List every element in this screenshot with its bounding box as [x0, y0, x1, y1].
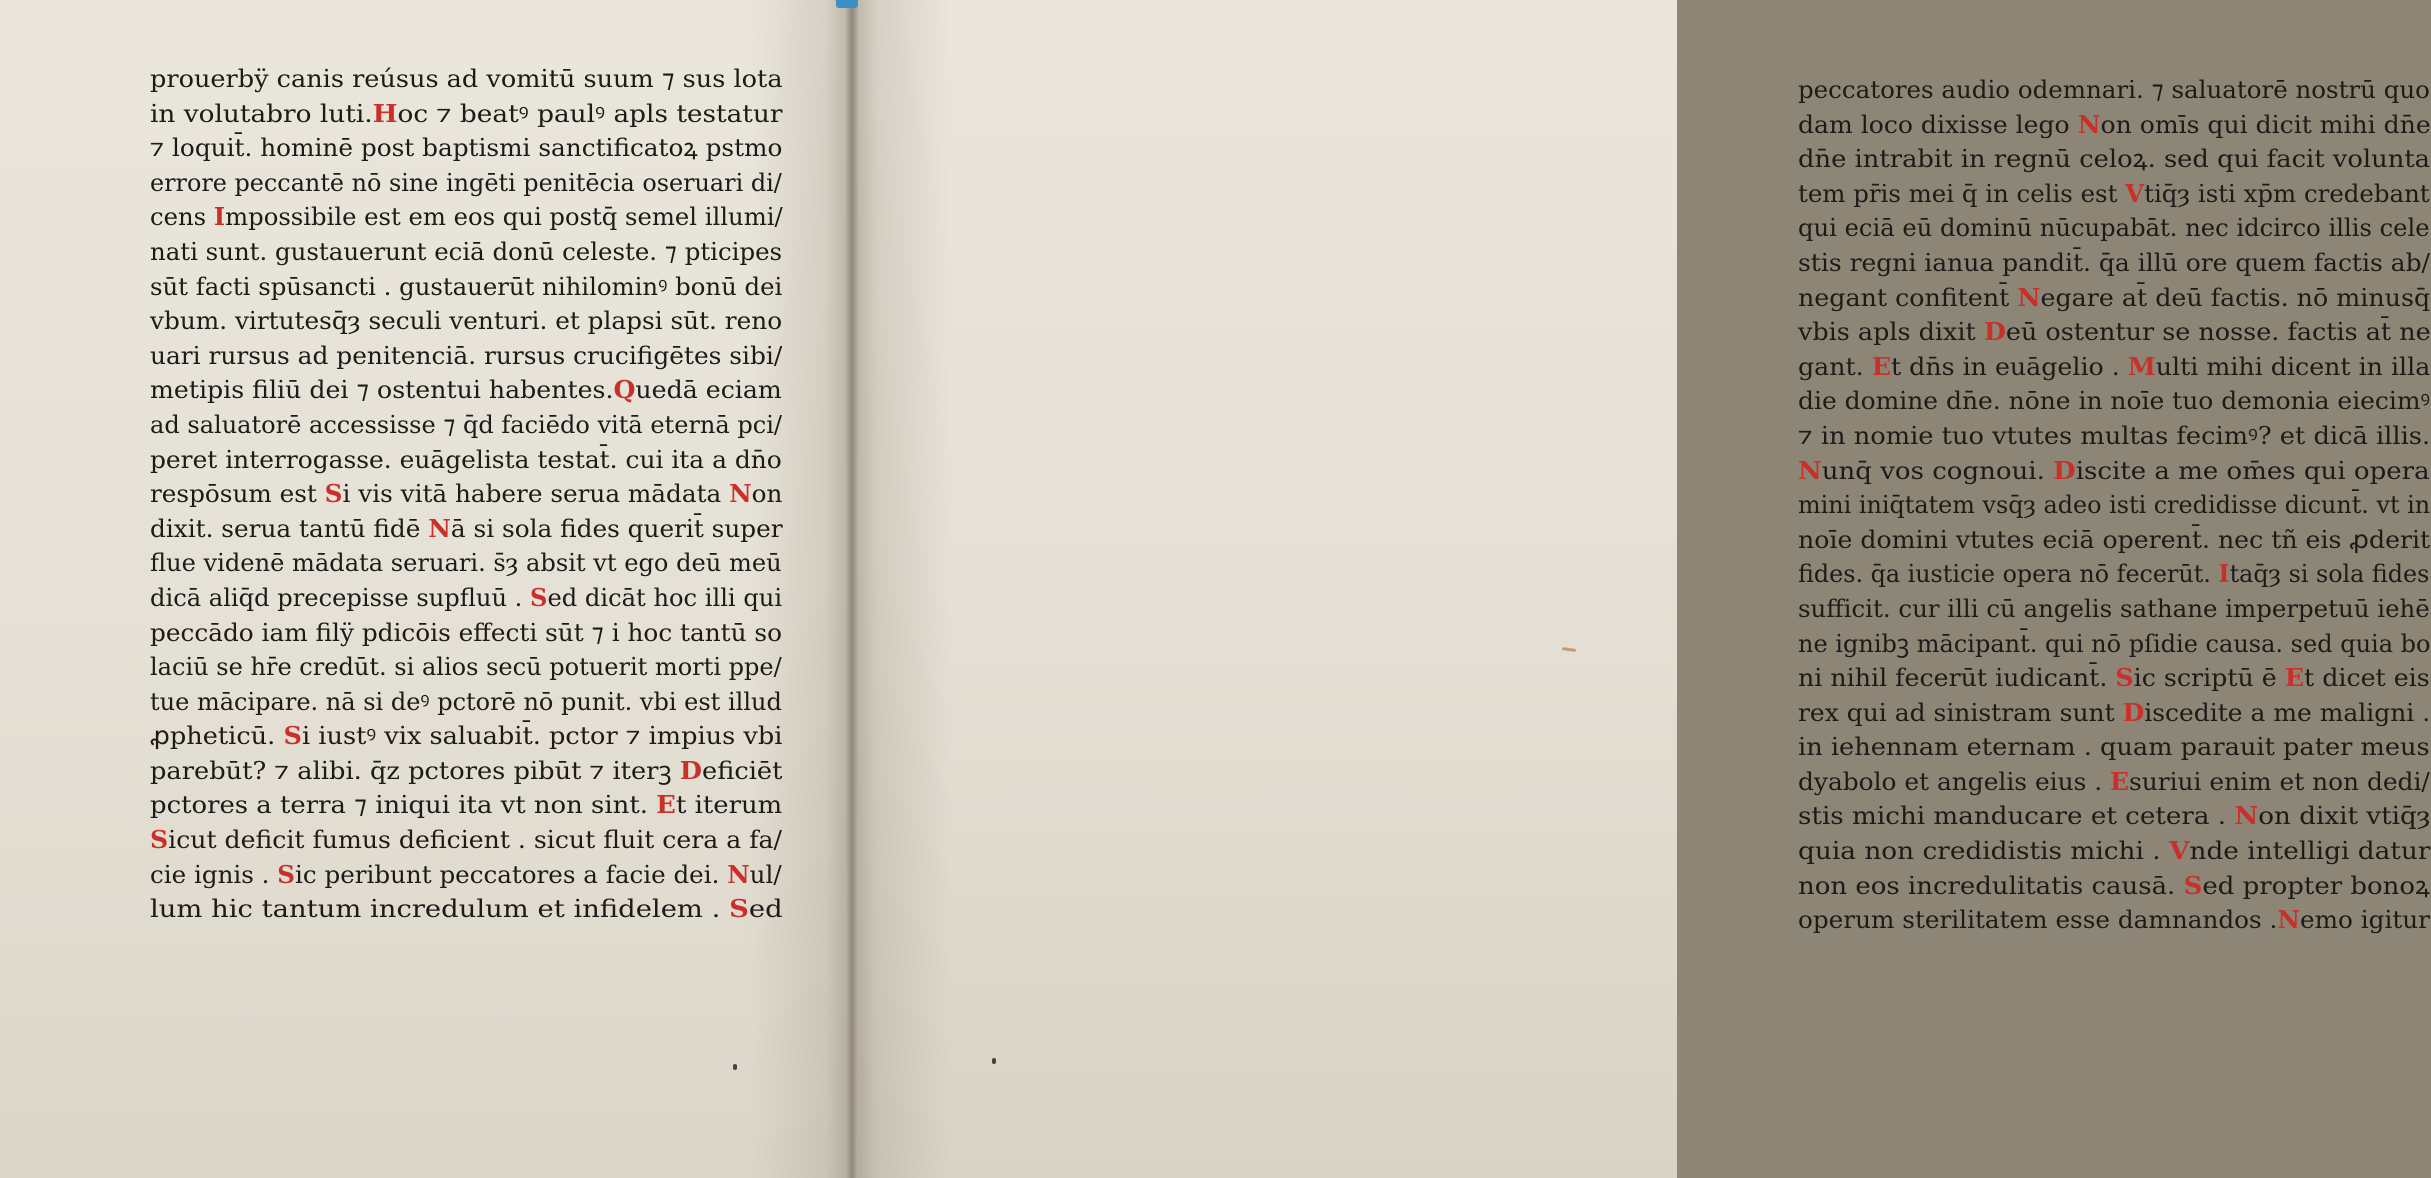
- text-line: [150, 788, 782, 823]
- text-segment: parebūt? ⁊ alibi. q̄z pctores pibūt ⁊ iterꝫ: [150, 755, 680, 785]
- text-segment: in volutabro luti.: [150, 98, 373, 128]
- text-segment: ad saluatorē accessisse ⁊ q̄d faciēdo vitā eternā pci/: [150, 409, 783, 439]
- rubricated-initial: D: [1983, 317, 2006, 347]
- text-line: [1798, 834, 2430, 869]
- text-line: [150, 546, 782, 581]
- text-line: [150, 408, 782, 443]
- text-segment: ā si sola fides querit̄ super: [450, 513, 783, 543]
- text-segment: noīe domini vtutes eciā operent̄. nec tñ eis ꝓderit: [1798, 524, 2431, 554]
- text-line: [1798, 419, 2430, 454]
- text-segment: ⁊ loquit̄. hominē post baptismi sanctificatoꝝ pstmo: [150, 133, 783, 163]
- right-page-text: [1798, 73, 2430, 938]
- text-line: [1798, 142, 2430, 177]
- text-segment: flue videnē mādata seruari. s̄ȝ absit vt ego deū meū: [150, 548, 782, 578]
- rubricated-initial: D: [2053, 455, 2076, 485]
- rubricated-initial: D: [2122, 697, 2145, 727]
- text-segment: i vis vitā habere serua mādata: [342, 479, 730, 509]
- text-segment: on: [751, 479, 783, 509]
- text-segment: nde intelligi datur: [2189, 836, 2431, 866]
- rubricated-initial: V: [2125, 178, 2145, 208]
- text-segment: egare at̄ deū factis. nō minusq̄: [2040, 282, 2431, 312]
- rubricated-initial: D: [679, 755, 703, 785]
- text-segment: oc ⁊ beatꝰ paulꝰ apls testatur: [397, 98, 783, 128]
- left-page-text: [150, 62, 782, 927]
- rubricated-initial: N: [1798, 455, 1822, 485]
- text-line: [150, 892, 782, 927]
- text-segment: tem pr̄is mei q̄ in celis est: [1798, 178, 2126, 208]
- text-segment: vbum. virtutesq̄ȝ seculi venturi. et plapsi sūt. reno: [150, 306, 783, 336]
- text-segment: eū ostentur se nosse. factis at̄ ne: [2005, 317, 2431, 347]
- text-segment: dixit. serua tantū fidē: [150, 513, 429, 543]
- text-segment: fides. q̄a iusticie opera nō fecerūt.: [1798, 559, 2219, 589]
- text-segment: stis regni ianua pandit̄. q̄a illū ore quem factis ab/: [1798, 247, 2430, 277]
- text-segment: quia non credidistis michi .: [1798, 836, 2170, 866]
- text-line: [150, 131, 782, 166]
- text-segment: ulti mihi dicent in illa: [2155, 351, 2431, 381]
- text-segment: suriui enim et non dedi/: [2128, 766, 2430, 796]
- text-line: [150, 477, 782, 512]
- text-line: [150, 858, 782, 893]
- text-segment: on dixit vtiq̄ȝ: [2258, 801, 2431, 831]
- rubricated-initial: S: [277, 859, 296, 889]
- rubricated-initial: S: [2183, 870, 2203, 900]
- text-line: [150, 373, 782, 408]
- text-segment: ⁊ in nomie tuo vtutes multas fecimꝰ? et dicā illis.: [1798, 420, 2431, 450]
- text-segment: operum sterilitatem esse damnandos .: [1798, 905, 2278, 935]
- text-segment: vbis apls dixit: [1798, 317, 1984, 347]
- rubricated-initial: N: [428, 513, 451, 543]
- text-segment: ed dicāt hoc illi qui: [547, 582, 783, 612]
- text-line: [150, 754, 782, 789]
- text-line: [1798, 315, 2430, 350]
- text-segment: rex qui ad sinistram sunt: [1798, 697, 2123, 727]
- text-segment: ꝓpheticū.: [150, 721, 284, 751]
- rubricated-initial: V: [2169, 836, 2190, 866]
- rubricated-initial: I: [213, 202, 226, 232]
- text-segment: pctores a terra ⁊ iniqui ita vt non sint.: [150, 790, 657, 820]
- rubricated-initial: S: [283, 721, 302, 751]
- text-line: [1798, 592, 2430, 627]
- text-segment: dicā aliq̄d precepisse supfluū .: [150, 582, 531, 612]
- text-segment: in iehennam eternam . quam parauit pater meus: [1798, 732, 2430, 762]
- text-line: [1798, 627, 2430, 662]
- text-segment: uedā eciam: [635, 375, 782, 405]
- text-segment: tue mācipare. nā si deꝰ pctorē nō punit. vbi est illud: [150, 686, 782, 716]
- text-segment: cie ignis .: [150, 859, 278, 889]
- text-line: [1798, 488, 2430, 523]
- text-segment: ul/: [749, 859, 782, 889]
- rubricated-initial: S: [324, 479, 343, 509]
- paper-fleck: [1562, 647, 1576, 652]
- text-segment: ni nihil fecerūt iudicant̄.: [1798, 663, 2116, 693]
- text-segment: dam loco dixisse lego: [1798, 109, 2078, 139]
- rubricated-initial: E: [2284, 663, 2305, 693]
- text-segment: prouerbÿ canis reúsus ad vomitū suum ⁊ sus lota: [150, 64, 783, 93]
- text-line: [1798, 281, 2430, 316]
- text-segment: sufficit. cur illi cū angelis sathane imperpetuū iehē: [1798, 593, 2430, 623]
- rubricated-initial: E: [1871, 351, 1891, 381]
- text-segment: laciū se hr̄e credūt. si alios secū potuerit morti ppe/: [150, 652, 782, 682]
- text-line: [1798, 557, 2430, 592]
- text-segment: die domine dn̄e. nōne in noīe tuo demonia eiecimꝰ: [1798, 386, 2431, 416]
- text-segment: metipis filiū dei ⁊ ostentui habentes.: [150, 375, 614, 405]
- text-segment: ed propter bonoꝝ: [2202, 870, 2431, 900]
- text-segment: on omīs qui dicit mihi dn̄e: [2100, 109, 2431, 139]
- text-line: [1798, 869, 2430, 904]
- book-gutter: [846, 0, 858, 1178]
- text-line: [1798, 211, 2430, 246]
- paper-speck: [992, 1058, 996, 1064]
- text-line: [150, 270, 782, 305]
- text-line: [150, 512, 782, 547]
- text-segment: uari rursus ad penitenciā. rursus crucifigētes sibi/: [150, 340, 783, 370]
- text-line: [150, 304, 782, 339]
- text-segment: respōsum est: [150, 479, 325, 509]
- text-line: [1798, 661, 2430, 696]
- rubricated-initial: S: [530, 582, 548, 612]
- rubricated-initial: H: [372, 98, 398, 128]
- text-segment: sūt facti spūsancti . gustauerūt nihilominꝰ bonū dei: [150, 271, 783, 301]
- text-line: [1798, 73, 2430, 108]
- text-line: [150, 719, 782, 754]
- rubricated-initial: N: [2077, 109, 2101, 139]
- text-line: [1798, 523, 2430, 558]
- text-line: [150, 97, 782, 132]
- text-segment: gant.: [1798, 351, 1872, 381]
- text-segment: negant confitent̄: [1798, 282, 2018, 312]
- rubricated-initial: M: [2127, 351, 2156, 381]
- text-segment: cens: [150, 202, 214, 232]
- rubricated-initial: E: [2110, 766, 2129, 796]
- text-line: [1798, 799, 2430, 834]
- text-segment: mini iniq̄tatem vsq̄ȝ adeo isti credidisse dicunt̄. vt in: [1798, 490, 2431, 520]
- text-segment: eficiēt: [702, 755, 783, 785]
- text-line: [1798, 384, 2430, 419]
- left-page: [0, 0, 852, 1178]
- text-segment: iscedite a me maligni .: [2144, 697, 2431, 727]
- text-line: [1798, 246, 2430, 281]
- rubricated-initial: N: [729, 479, 752, 509]
- paper-speck: [733, 1064, 737, 1070]
- text-segment: non eos incredulitatis causā.: [1798, 870, 2184, 900]
- text-segment: dn̄e intrabit in regnū celoꝝ. sed qui facit volunta: [1798, 144, 2431, 174]
- right-page: [852, 0, 2431, 1178]
- text-segment: t dn̄s in euāgelio .: [1890, 351, 2128, 381]
- text-segment: dyabolo et angelis eius .: [1798, 766, 2111, 796]
- text-segment: iscite a me om̄es qui opera: [2075, 455, 2430, 485]
- text-line: [150, 62, 782, 97]
- text-line: [1798, 903, 2430, 938]
- text-segment: t iterum: [675, 790, 783, 820]
- rubricated-initial: S: [2115, 663, 2134, 693]
- text-segment: tiq̄ȝ isti xp̄m credebant: [2144, 178, 2430, 208]
- text-segment: mpossibile est em eos qui postq̄ semel illumi/: [225, 202, 783, 232]
- text-line: [150, 650, 782, 685]
- text-segment: icut deficit fumus deficient . sicut fluit cera a fa/: [168, 825, 782, 855]
- text-line: [150, 235, 782, 270]
- text-segment: peccatores audio odemnari. ⁊ saluatorē nostrū quo: [1798, 75, 2430, 104]
- bookmark-ribbon: [836, 0, 858, 8]
- text-segment: stis michi manducare et cetera .: [1798, 801, 2235, 831]
- text-line: [1798, 108, 2430, 143]
- text-segment: errore peccantē nō sine ingēti penitēcia oseruari di/: [150, 167, 782, 197]
- rubricated-initial: I: [2218, 559, 2230, 589]
- text-line: [150, 581, 782, 616]
- text-line: [1798, 177, 2430, 212]
- text-line: [150, 616, 782, 651]
- text-line: [150, 685, 782, 720]
- text-segment: taq̄ȝ si sola fides: [2229, 559, 2430, 589]
- text-segment: ic scriptū ē: [2133, 663, 2285, 693]
- text-segment: lum hic tantum incredulum et infidelem .: [150, 894, 730, 924]
- text-segment: unq̄ vos cognoui.: [1821, 455, 2054, 485]
- text-segment: nati sunt. gustauerunt eciā donū celeste. ⁊ pticipes: [150, 236, 783, 266]
- rubricated-initial: N: [2017, 282, 2041, 312]
- text-line: [1798, 350, 2430, 385]
- rubricated-initial: S: [150, 825, 169, 855]
- text-segment: peret interrogasse. euāgelista testat̄. cui ita a dn̄o: [150, 444, 782, 474]
- text-line: [150, 166, 782, 201]
- text-segment: ne ignibꝫ mācipant̄. qui nō pſidie causa. sed quia bo: [1798, 628, 2431, 658]
- text-line: [1798, 454, 2430, 489]
- text-segment: i iustꝰ vix saluabit̄. pctor ⁊ impius vbi: [301, 721, 783, 751]
- text-segment: t dicet eis: [2304, 663, 2430, 693]
- rubricated-initial: E: [656, 790, 676, 820]
- text-line: [150, 443, 782, 478]
- text-line: [1798, 730, 2430, 765]
- text-segment: ed: [748, 894, 783, 924]
- text-segment: emo igitur: [2299, 905, 2431, 935]
- text-segment: qui eciā eū dominū nūcupabāt. nec idcirco illis cele: [1798, 213, 2430, 243]
- text-line: [1798, 765, 2430, 800]
- text-segment: ic peribunt peccatores a facie dei.: [295, 859, 728, 889]
- text-line: [1798, 696, 2430, 731]
- rubricated-initial: S: [729, 894, 749, 924]
- rubricated-initial: N: [727, 859, 750, 889]
- rubricated-initial: N: [2277, 905, 2300, 935]
- rubricated-initial: N: [2234, 801, 2259, 831]
- rubricated-initial: Q: [613, 375, 636, 405]
- text-line: [150, 200, 782, 235]
- text-line: [150, 823, 782, 858]
- text-line: [150, 339, 782, 374]
- text-segment: peccādo iam filÿ pdicōis effecti sūt ⁊ i hoc tantū so: [150, 617, 783, 647]
